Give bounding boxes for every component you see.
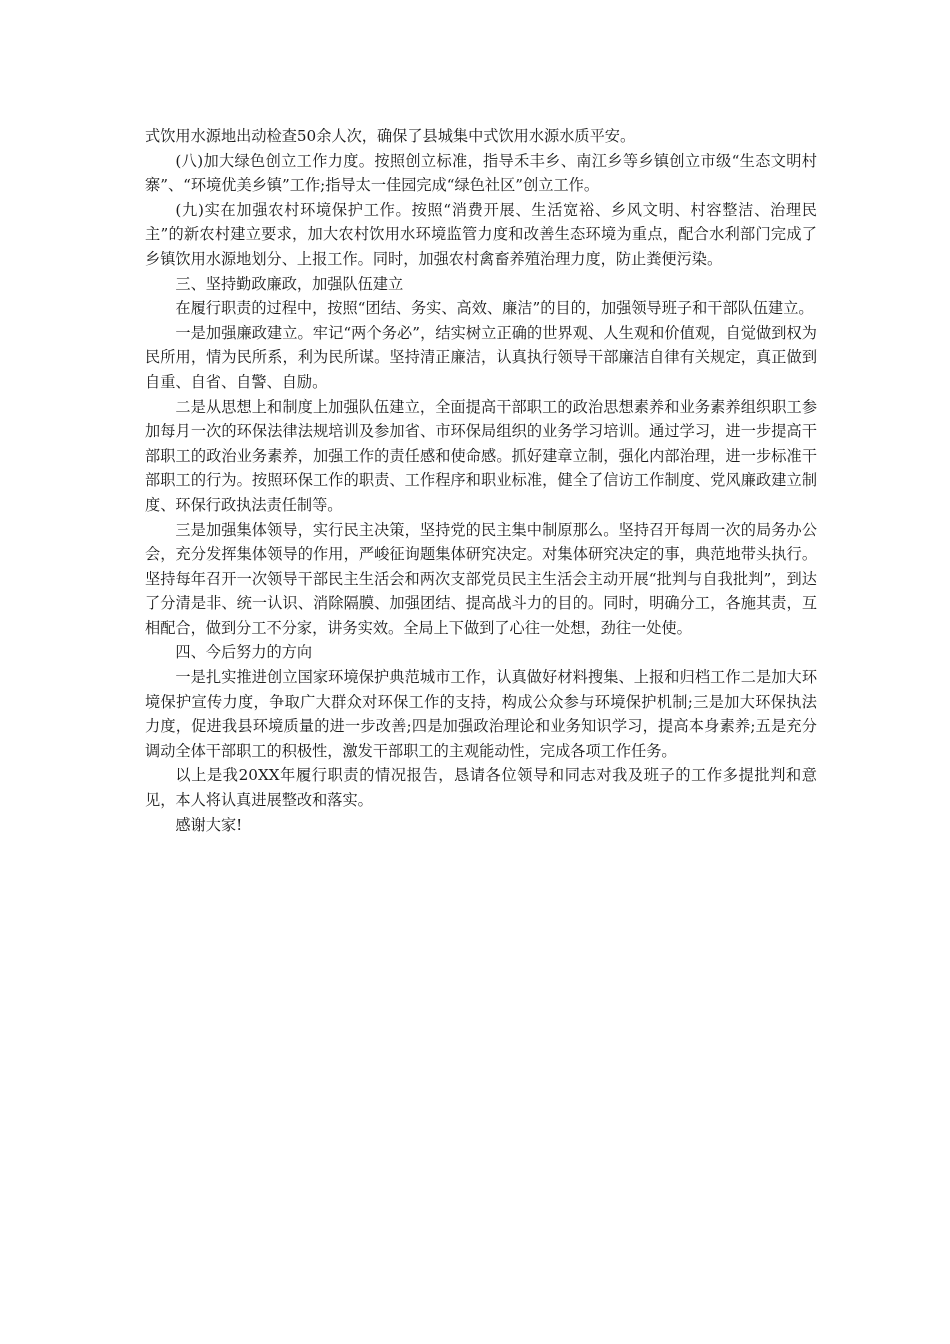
paragraph-thanks: 感谢大家! <box>175 815 243 834</box>
paragraph-closing-report: 以上是我20XX年履行职责的情况报告，恳请各位领导和同志对我及班子的工作多提批判和意见，本人将认真进展整改和落实。 <box>145 766 817 810</box>
paragraph-future-work: 一是扎实推进创立国家环境保护典范城市工作，认真做好材料搜集、上报和归档工作二是加大环境保护宣传力度，争取广大群众对环保工作的支持，构成公众参与环境保护机制;三是加大环保执法力度，促进我县环境质量的进一步改善;四是加强政治理论和业务知识学习，提高本身素养;五是充分调动全体干部职工的积极性，激发干部职工的主观能动性，完成各项工作任务。 <box>145 668 817 760</box>
paragraph-continued: 式饮用水源地出动检查50余人次，确保了县城集中式饮用水源水质平安。 <box>145 127 636 145</box>
document-body <box>145 124 817 837</box>
section-heading-3: 三、坚持勤政廉政，加强队伍建立 <box>175 274 404 293</box>
paragraph-team-building-intro: 在履行职责的过程中，按照“团结、务实、高效、廉洁”的目的，加强领导班子和干部队伍建立。 <box>175 299 814 318</box>
paragraph-collective-leadership: 三是加强集体领导，实行民主决策，坚持党的民主集中制原那么。坚持召开每周一次的局务办公会，充分发挥集体领导的作用，严峻征询题集体研究决定。对集体研究决定的事，典范地带头执行。坚持每年召开一次领导干部民主生活会和两次支部党员民主生活会主动开展“批判与自我批判”，到达了分清是非、统一认识、消除隔膜、加强团结、提高战斗力的目的。同时，明确分工，各施其责，互相配合，做到分工不分家，讲务实效。全局上下做到了心往一处想，劲往一处使。 <box>145 520 817 637</box>
paragraph-green-creation: (八)加大绿色创立工作力度。按照创立标准，指导禾丰乡、南江乡等乡镇创立市级“生态文明村寨”、“环境优美乡镇”工作;指导太一佳园完成“绿色社区”创立工作。 <box>145 151 817 195</box>
paragraph-institution-building: 二是从思想上和制度上加强队伍建立，全面提高干部职工的政治思想素养和业务素养组织职工参加每月一次的环保法律法规培训及参加省、市环保局组织的业务学习培训。通过学习，进一步提高干部职工的政治业务素养，加强工作的责任感和使命感。抓好建章立制，强化内部治理，进一步标准干部职工的行为。按照环保工作的职责、工作程序和职业标准，健全了信访工作制度、党风廉政建立制度、环保行政执法责任制等。 <box>145 397 817 514</box>
section-heading-4: 四、今后努力的方向 <box>175 643 313 662</box>
paragraph-rural-environment: (九)实在加强农村环境保护工作。按照“消费开展、生活宽裕、乡风文明、村容整洁、治理民主”的新农村建立要求，加大农村饮用水环境监管力度和改善生态环境为重点，配合水利部门完成了乡镇饮用水源地划分、上报工作。同时，加强农村禽畜养殖治理力度，防止粪便污染。 <box>145 200 817 268</box>
paragraph-integrity: 一是加强廉政建立。牢记“两个务必”，结实树立正确的世界观、人生观和价值观，自觉做到权为民所用，情为民所系，利为民所谋。坚持清正廉洁，认真执行领导干部廉洁自律有关规定，真正做到自重、自省、自警、自励。 <box>145 323 817 391</box>
